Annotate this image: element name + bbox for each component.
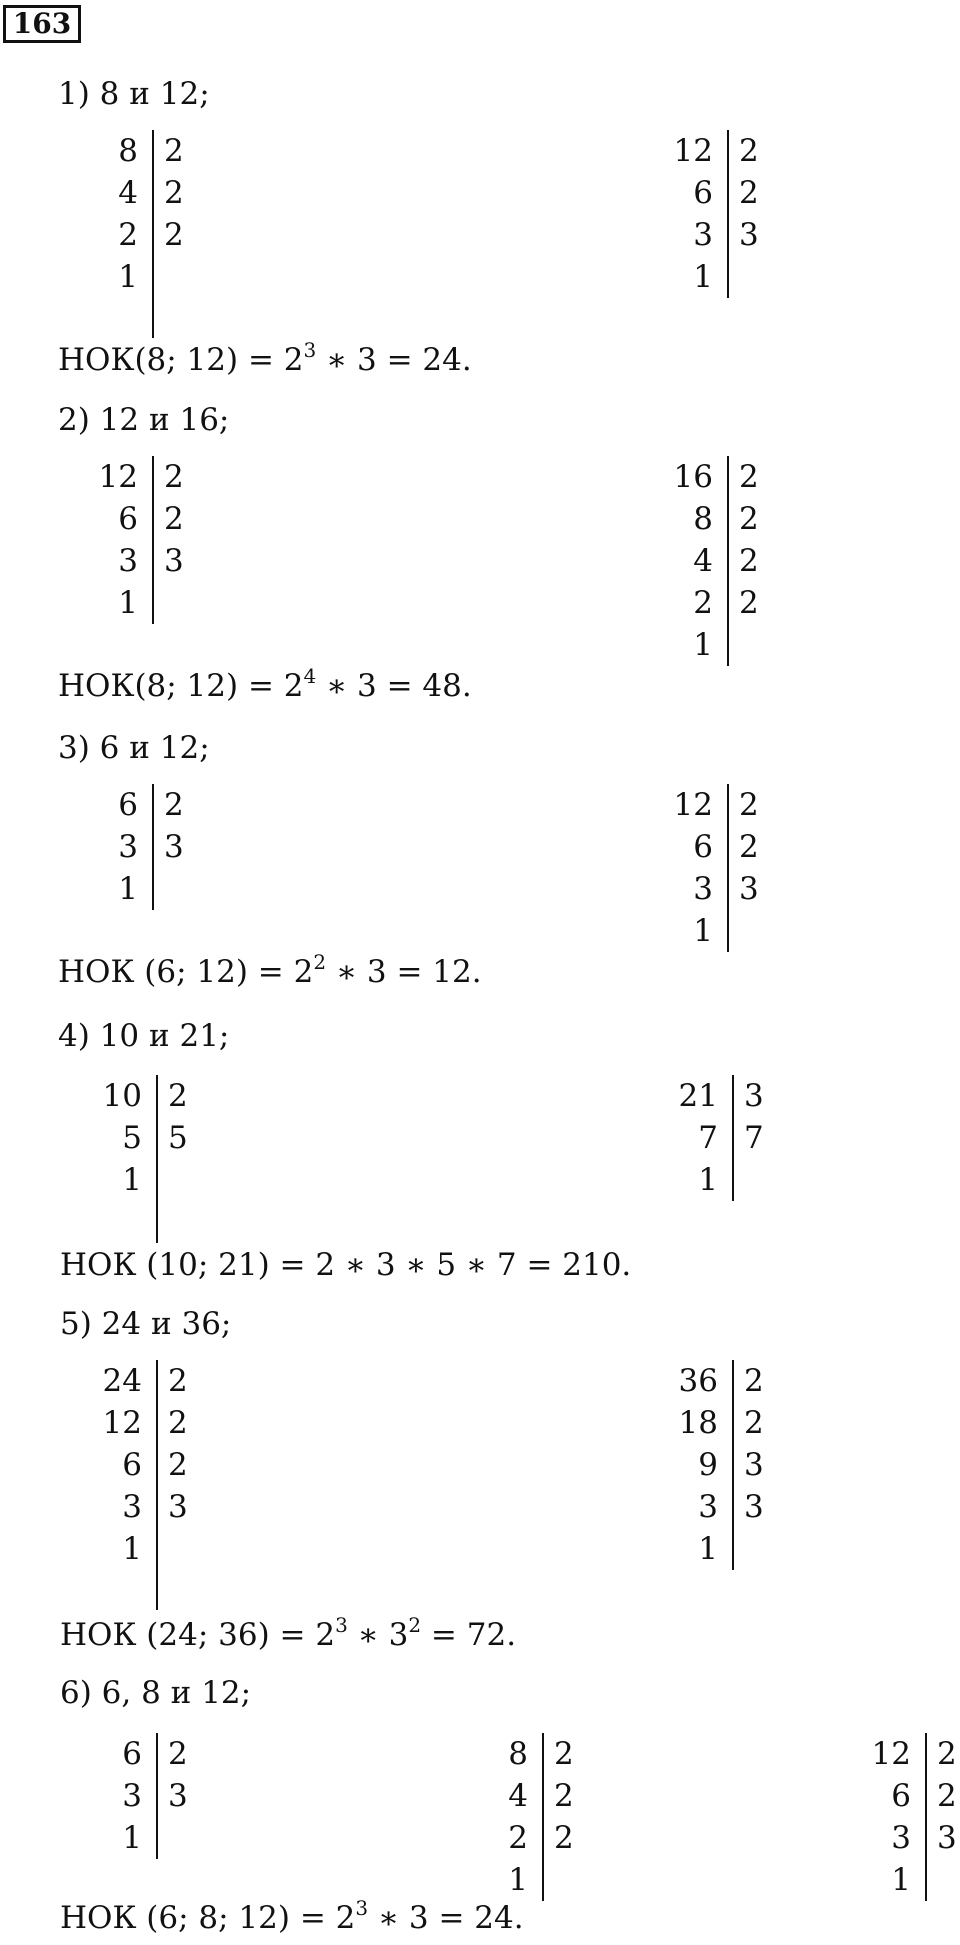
dividend-value: 3 — [891, 1820, 911, 1856]
divisor-value: 2 — [554, 1820, 574, 1856]
problem-header: 6) 6, 8 и 12; — [60, 1675, 252, 1711]
dividend-value: 1 — [118, 871, 138, 907]
dividend-value: 6 — [693, 829, 713, 865]
divisor-value: 2 — [164, 133, 184, 169]
dividend-value: 10 — [102, 1078, 142, 1114]
dividend-value: 6 — [891, 1778, 911, 1814]
lcm-result: НОК (6; 8; $12) = 2^3$ ∗ 3 = 24. — [60, 1895, 524, 1936]
divisor-value: 2 — [554, 1736, 574, 1772]
divisor-value: 2 — [744, 1405, 764, 1441]
divisor-value: 3 — [937, 1820, 957, 1856]
divisor-value: 2 — [739, 585, 759, 621]
dividend-value: 3 — [118, 829, 138, 865]
problem-header: 2) 12 и 16; — [58, 402, 230, 438]
dividend-value: 1 — [693, 627, 713, 663]
dividend-value: 1 — [122, 1162, 142, 1198]
dividend-value: 6 — [122, 1736, 142, 1772]
division-bar — [152, 456, 154, 624]
lcm-result: НОК(8; $12) = 2^3$ ∗ 3 = 24. — [58, 337, 472, 378]
dividend-value: 8 — [693, 501, 713, 537]
dividend-value: 3 — [698, 1489, 718, 1525]
division-bar — [925, 1733, 927, 1901]
division-bar — [542, 1733, 544, 1901]
dividend-value: 12 — [102, 1405, 142, 1441]
dividend-value: 3 — [122, 1489, 142, 1525]
dividend-value: 12 — [871, 1736, 911, 1772]
dividend-value: 6 — [122, 1447, 142, 1483]
division-bar — [152, 130, 154, 338]
dividend-value: 8 — [508, 1736, 528, 1772]
dividend-value: 4 — [118, 175, 138, 211]
division-bar — [732, 1360, 734, 1570]
divisor-value: 2 — [739, 501, 759, 537]
divisor-value: 2 — [168, 1736, 188, 1772]
division-bar — [727, 784, 729, 952]
dividend-value: 1 — [508, 1862, 528, 1898]
divisor-value: 2 — [168, 1363, 188, 1399]
dividend-value: 3 — [118, 543, 138, 579]
divisor-value: 3 — [744, 1489, 764, 1525]
divisor-value: 3 — [744, 1447, 764, 1483]
divisor-value: 2 — [164, 175, 184, 211]
dividend-value: 24 — [102, 1363, 142, 1399]
divisor-value: 2 — [168, 1078, 188, 1114]
lcm-result: НОК(8; $12) = 2^4$ ∗ 3 = 48. — [58, 663, 472, 704]
dividend-value: 3 — [693, 871, 713, 907]
dividend-value: 1 — [891, 1862, 911, 1898]
dividend-value: 1 — [118, 259, 138, 295]
divisor-value: 2 — [168, 1405, 188, 1441]
dividend-value: 7 — [698, 1120, 718, 1156]
problem-header: 5) 24 и 36; — [60, 1306, 232, 1342]
division-bar — [156, 1360, 158, 1610]
divisor-value: 3 — [739, 217, 759, 253]
divisor-value: 2 — [168, 1447, 188, 1483]
divisor-value: 2 — [739, 133, 759, 169]
divisor-value: 5 — [168, 1120, 188, 1156]
dividend-value: 6 — [118, 787, 138, 823]
dividend-value: 1 — [122, 1531, 142, 1567]
divisor-value: 7 — [744, 1120, 764, 1156]
dividend-value: 2 — [118, 217, 138, 253]
divisor-value: 2 — [164, 217, 184, 253]
division-bar — [732, 1075, 734, 1201]
divisor-value: 3 — [739, 871, 759, 907]
dividend-value: 36 — [678, 1363, 718, 1399]
dividend-value: 1 — [693, 913, 713, 949]
divisor-value: 3 — [164, 829, 184, 865]
dividend-value: 4 — [693, 543, 713, 579]
division-bar — [727, 130, 729, 298]
problem-header: 1) 8 и 12; — [58, 76, 210, 112]
divisor-value: 2 — [739, 829, 759, 865]
divisor-value: 2 — [739, 459, 759, 495]
division-bar — [727, 456, 729, 666]
dividend-value: 1 — [698, 1162, 718, 1198]
divisor-value: 2 — [739, 787, 759, 823]
divisor-value: 3 — [164, 543, 184, 579]
task-number: 163 — [3, 5, 81, 43]
dividend-value: 12 — [98, 459, 138, 495]
division-bar — [152, 784, 154, 910]
dividend-value: 2 — [508, 1820, 528, 1856]
dividend-value: 6 — [118, 501, 138, 537]
divisor-value: 2 — [739, 175, 759, 211]
lcm-result: НОК (10; 21) = 2 ∗ 3 ∗ 5 ∗ 7 = 210. — [60, 1247, 632, 1283]
divisor-value: 3 — [744, 1078, 764, 1114]
divisor-value: 2 — [164, 787, 184, 823]
divisor-value: 2 — [554, 1778, 574, 1814]
dividend-value: 2 — [693, 585, 713, 621]
divisor-value: 2 — [739, 543, 759, 579]
divisor-value: 2 — [744, 1363, 764, 1399]
divisor-value: 3 — [168, 1489, 188, 1525]
dividend-value: 6 — [693, 175, 713, 211]
dividend-value: 16 — [673, 459, 713, 495]
division-bar — [156, 1733, 158, 1859]
problem-header: 4) 10 и 21; — [58, 1018, 230, 1054]
dividend-value: 1 — [698, 1531, 718, 1567]
dividend-value: 1 — [122, 1820, 142, 1856]
division-bar — [156, 1075, 158, 1243]
dividend-value: 21 — [678, 1078, 718, 1114]
dividend-value: 9 — [698, 1447, 718, 1483]
lcm-result: НОК (6; $12) = 2^2$ ∗ 3 = 12. — [58, 949, 482, 990]
divisor-value: 2 — [164, 459, 184, 495]
divisor-value: 2 — [937, 1778, 957, 1814]
problem-header: 3) 6 и 12; — [58, 730, 210, 766]
dividend-value: 5 — [122, 1120, 142, 1156]
dividend-value: 3 — [693, 217, 713, 253]
dividend-value: 1 — [118, 585, 138, 621]
dividend-value: 12 — [673, 133, 713, 169]
lcm-result: НОК (24; $36) = 2^3$ ∗ $3^2 = 72$. — [60, 1612, 517, 1653]
dividend-value: 18 — [678, 1405, 718, 1441]
dividend-value: 4 — [508, 1778, 528, 1814]
dividend-value: 12 — [673, 787, 713, 823]
divisor-value: 2 — [164, 501, 184, 537]
dividend-value: 1 — [693, 259, 713, 295]
divisor-value: 2 — [937, 1736, 957, 1772]
divisor-value: 3 — [168, 1778, 188, 1814]
dividend-value: 3 — [122, 1778, 142, 1814]
dividend-value: 8 — [118, 133, 138, 169]
